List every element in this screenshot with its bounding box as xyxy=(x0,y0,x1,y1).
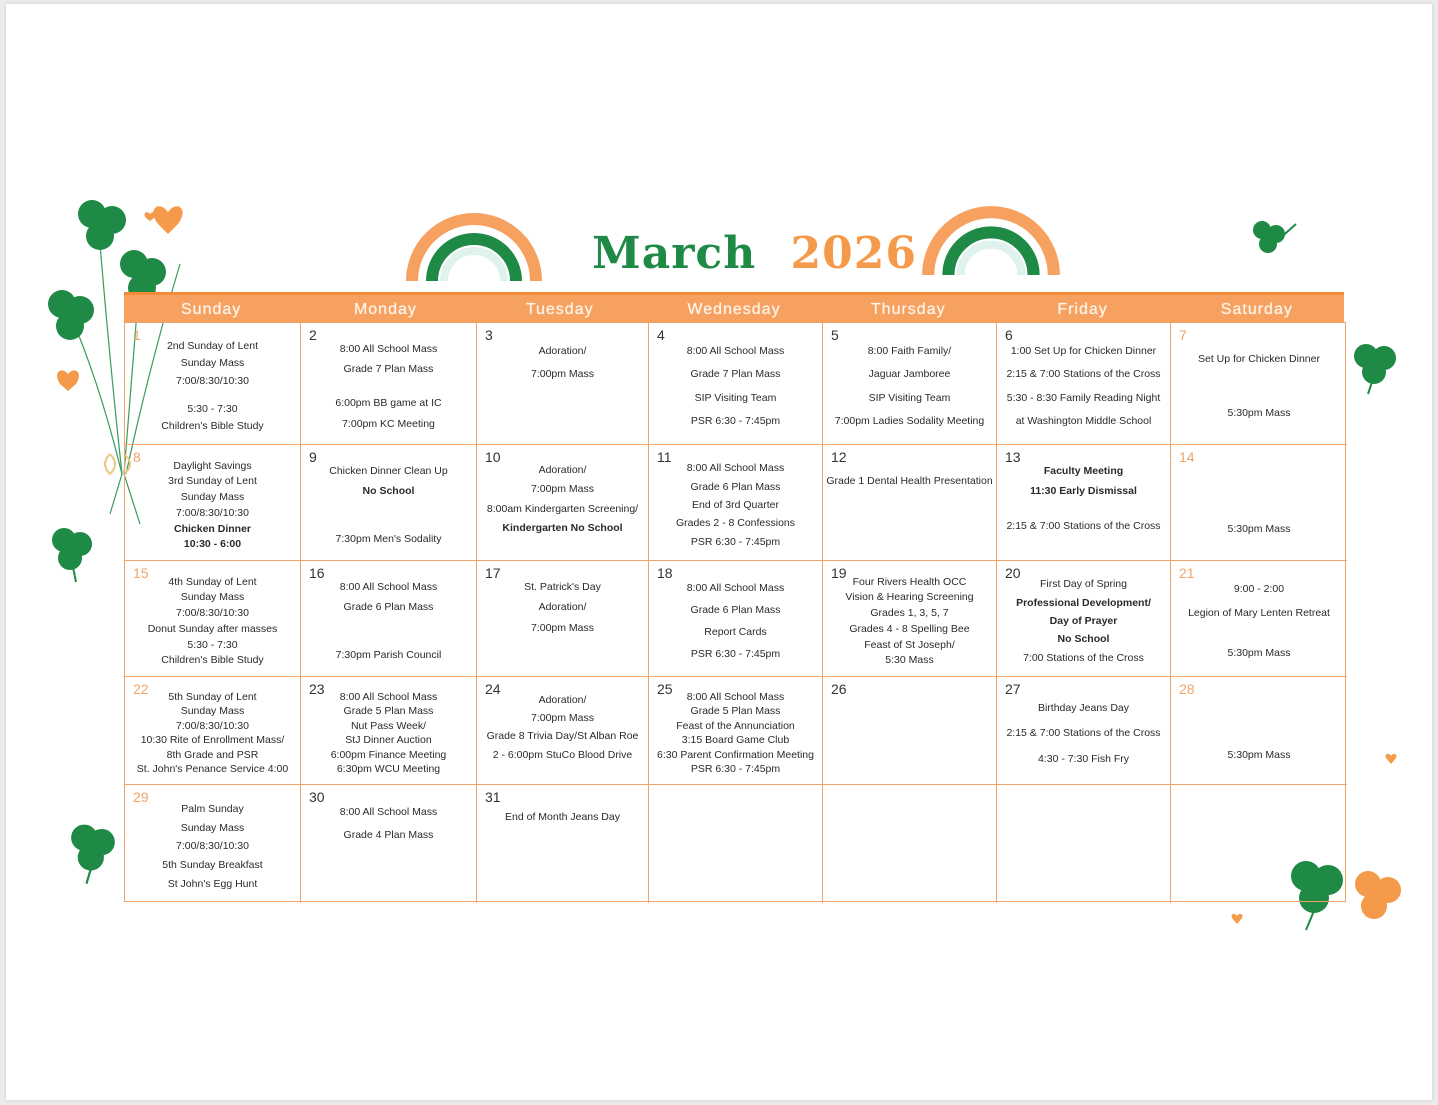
event-list xyxy=(477,785,648,903)
event-text: 5:30pm Mass xyxy=(1227,407,1291,420)
event-text: PSR 6:30 - 7:45pm xyxy=(690,648,781,660)
day-cell xyxy=(301,445,477,561)
event-text: Feast of the Annunciation xyxy=(676,719,795,732)
day-cell xyxy=(649,445,823,561)
event-text: 8:00 All School Mass xyxy=(686,462,785,475)
empty-day-cell xyxy=(649,785,823,903)
day-cell xyxy=(477,445,649,561)
event-text: 5:30 - 8:30 Family Reading Night xyxy=(1006,391,1161,404)
day-cell xyxy=(125,445,301,561)
day-number: 10 xyxy=(485,449,501,465)
event-text: Faculty Meeting xyxy=(1043,464,1124,477)
day-number: 28 xyxy=(1179,681,1195,697)
event-list xyxy=(649,677,822,784)
event-text: 8:00 All School Mass xyxy=(339,690,438,703)
day-number: 18 xyxy=(657,565,673,581)
rainbow-icon xyxy=(920,202,1062,278)
event-text: Grade 5 Plan Mass xyxy=(690,705,781,718)
event-text: Adoration/ xyxy=(538,694,587,707)
day-number: 23 xyxy=(309,681,325,697)
event-text: Grade 6 Plan Mass xyxy=(690,604,781,616)
day-number: 14 xyxy=(1179,449,1195,465)
event-text: Chicken Dinner Clean Up xyxy=(329,464,448,477)
event-list xyxy=(1171,677,1347,784)
event-text: 7:00pm KC Meeting xyxy=(342,417,435,430)
event-text: Four Rivers Health OCC xyxy=(852,575,967,588)
event-text: 1:00 Set Up for Chicken Dinner xyxy=(1010,345,1157,358)
event-text: 11:30 Early Dismissal xyxy=(1030,485,1137,498)
event-list xyxy=(477,677,648,784)
event-text: Children's Bible Study xyxy=(161,420,264,433)
event-text: Professional Development/ xyxy=(1016,596,1151,609)
event-text: 2:15 & 7:00 Stations of the Cross xyxy=(1006,519,1161,532)
event-list xyxy=(125,323,300,444)
day-number: 4 xyxy=(657,327,665,343)
event-text: First Day of Spring xyxy=(1040,578,1127,591)
day-number: 12 xyxy=(831,449,847,465)
event-text: 7:00pm Mass xyxy=(530,621,595,634)
day-number: 2 xyxy=(309,327,317,343)
event-text: PSR 6:30 - 7:45pm xyxy=(690,763,781,776)
day-cell xyxy=(997,323,1171,445)
event-text: Sunday Mass xyxy=(180,821,245,834)
day-number: 17 xyxy=(485,565,501,581)
event-text: No School xyxy=(1057,633,1110,646)
event-text: Grade 5 Plan Mass xyxy=(343,705,434,718)
event-text: 6:00pm Finance Meeting xyxy=(330,748,447,761)
day-cell xyxy=(125,561,301,677)
event-text: 5:30 - 7:30 xyxy=(187,402,238,415)
event-list xyxy=(997,323,1170,444)
event-text: 5th Sunday of Lent xyxy=(168,690,257,703)
event-text: Sunday Mass xyxy=(180,591,245,604)
event-text: Nut Pass Week/ xyxy=(350,719,427,732)
event-text: 3rd Sunday of Lent xyxy=(168,475,257,488)
event-text: 7:00pm Ladies Sodality Meeting xyxy=(834,414,985,427)
day-number: 26 xyxy=(831,681,847,697)
event-text: 8:00am Kindergarten Screening/ xyxy=(486,502,639,515)
day-cell xyxy=(301,785,477,903)
weekday-saturday: Saturday xyxy=(1220,301,1293,318)
event-text: Sunday Mass xyxy=(180,491,245,504)
event-list xyxy=(823,561,996,676)
empty-day-cell xyxy=(1171,785,1347,903)
event-text: St. Patrick's Day xyxy=(524,580,601,593)
event-text: 5:30pm Mass xyxy=(1227,646,1291,659)
event-text: 8th Grade and PSR xyxy=(166,748,259,761)
day-number: 1 xyxy=(133,327,141,343)
event-list xyxy=(125,677,300,784)
event-text: Day of Prayer xyxy=(1049,614,1118,627)
rainbow-icon xyxy=(404,209,544,284)
day-cell xyxy=(301,677,477,785)
shamrock-icon xyxy=(42,522,102,586)
event-text: 6:30pm WCU Meeting xyxy=(336,763,441,776)
day-number: 7 xyxy=(1179,327,1187,343)
event-text: 7:00pm Mass xyxy=(530,712,595,725)
calendar-page xyxy=(6,4,1432,1100)
event-text: Adoration/ xyxy=(538,601,587,614)
day-number: 21 xyxy=(1179,565,1195,581)
day-cell xyxy=(1171,677,1347,785)
event-list xyxy=(301,561,476,676)
event-text: 5:30pm Mass xyxy=(1227,749,1291,761)
event-text: 8:00 All School Mass xyxy=(686,345,785,358)
event-list xyxy=(649,561,822,676)
event-text: Adoration/ xyxy=(538,463,587,476)
day-number: 5 xyxy=(831,327,839,343)
event-text: 5:30 Mass xyxy=(885,654,934,667)
day-cell xyxy=(1171,561,1347,677)
calendar-title xyxy=(592,228,917,288)
day-cell xyxy=(649,323,823,445)
event-list xyxy=(301,785,476,903)
day-number: 25 xyxy=(657,681,673,697)
event-list xyxy=(301,445,476,560)
event-text: 5th Sunday Breakfast xyxy=(162,859,263,872)
event-text: Grades 4 - 8 Spelling Bee xyxy=(849,622,970,635)
weekday-friday: Friday xyxy=(1057,301,1108,318)
event-text: Vision & Hearing Screening xyxy=(845,591,974,604)
event-text: PSR 6:30 - 7:45pm xyxy=(690,414,781,427)
day-cell xyxy=(477,677,649,785)
day-number: 16 xyxy=(309,565,325,581)
event-text: Adoration/ xyxy=(538,344,587,357)
event-text: 7:30pm Parish Council xyxy=(335,649,442,662)
event-text: Grade 1 Dental Health Presentation xyxy=(826,475,993,487)
shamrock-icon xyxy=(1346,338,1406,398)
event-list xyxy=(823,785,996,903)
event-text: at Washington Middle School xyxy=(1015,414,1152,427)
day-number: 9 xyxy=(309,449,317,465)
day-cell xyxy=(125,785,301,903)
event-text: St John's Egg Hunt xyxy=(167,878,258,891)
day-number: 30 xyxy=(309,789,325,805)
day-cell xyxy=(125,677,301,785)
day-number: 15 xyxy=(133,565,149,581)
event-text: 8:00 All School Mass xyxy=(339,580,438,593)
calendar-grid xyxy=(124,322,1346,902)
empty-day-cell xyxy=(997,785,1171,903)
shamrock-icon xyxy=(60,818,126,888)
event-text: Jaguar Jamboree xyxy=(868,368,951,381)
event-text: Grade 7 Plan Mass xyxy=(343,363,434,375)
day-cell xyxy=(823,445,997,561)
day-cell xyxy=(823,561,997,677)
event-text: StJ Dinner Auction xyxy=(345,734,432,747)
event-text: 7:00pm Mass xyxy=(530,483,595,495)
event-text: Donut Sunday after masses xyxy=(147,622,278,635)
shamrock-icon xyxy=(1242,214,1302,270)
day-cell xyxy=(1171,445,1347,561)
event-text: Chicken Dinner xyxy=(173,522,252,535)
event-text: End of Month Jeans Day xyxy=(505,810,620,823)
year-number: 2026 xyxy=(790,228,917,279)
event-text: End of 3rd Quarter xyxy=(692,498,779,511)
event-text: Grade 8 Trivia Day/St Alban Roe xyxy=(486,730,639,743)
event-text: Kindergarten No School xyxy=(502,522,623,534)
day-cell xyxy=(477,785,649,903)
day-cell xyxy=(649,561,823,677)
event-text: 3:15 Board Game Club xyxy=(681,734,790,747)
event-text: Legion of Mary Lenten Retreat xyxy=(1188,606,1330,619)
event-text: Report Cards xyxy=(704,626,767,638)
event-text: Palm Sunday xyxy=(181,802,244,815)
day-number: 13 xyxy=(1005,449,1021,465)
event-text: Sunday Mass xyxy=(180,705,245,718)
day-number: 11 xyxy=(657,449,672,465)
event-text: 7:00/8:30/10:30 xyxy=(176,607,249,620)
event-list xyxy=(1171,323,1347,444)
event-text: 8:00 Faith Family/ xyxy=(867,345,952,358)
event-list xyxy=(997,561,1170,676)
event-list xyxy=(823,677,996,784)
event-text: 7:00 Stations of the Cross xyxy=(1023,651,1144,664)
event-list xyxy=(1171,445,1347,560)
day-cell xyxy=(477,323,649,445)
event-list xyxy=(477,445,648,560)
day-cell xyxy=(997,561,1171,677)
event-text: Grade 6 Plan Mass xyxy=(690,480,781,493)
weekday-sunday: Sunday xyxy=(181,301,242,318)
day-cell xyxy=(823,323,997,445)
day-cell xyxy=(301,561,477,677)
event-text: Daylight Savings xyxy=(173,459,252,472)
event-list xyxy=(125,561,300,676)
event-text: SIP Visiting Team xyxy=(694,391,777,404)
event-text: Grades 1, 3, 5, 7 xyxy=(870,607,949,620)
event-text: 4th Sunday of Lent xyxy=(168,575,257,588)
event-text: 8:00 All School Mass xyxy=(686,582,785,594)
event-text: SIP Visiting Team xyxy=(868,391,951,404)
event-text: 8:00 All School Mass xyxy=(339,342,438,355)
day-number: 22 xyxy=(133,681,149,697)
day-cell xyxy=(301,323,477,445)
empty-day-cell xyxy=(823,785,997,903)
event-list xyxy=(1171,561,1347,676)
heart-icon xyxy=(1230,912,1244,926)
event-text: 7:00pm Mass xyxy=(530,367,595,380)
event-text: 10:30 - 6:00 xyxy=(183,538,242,551)
event-text: Birthday Jeans Day xyxy=(1037,701,1130,714)
event-text: 9:00 - 2:00 xyxy=(1233,583,1285,596)
event-list xyxy=(477,323,648,444)
event-list xyxy=(649,323,822,444)
event-text: 5:30 - 7:30 xyxy=(187,638,238,651)
event-text: Grades 2 - 8 Confessions xyxy=(675,517,796,530)
event-text: 7:00/8:30/10:30 xyxy=(176,719,249,732)
day-number: 20 xyxy=(1005,565,1021,581)
event-text: 2:15 & 7:00 Stations of the Cross xyxy=(1006,368,1161,381)
day-cell xyxy=(649,677,823,785)
event-text: Set Up for Chicken Dinner xyxy=(1198,352,1320,365)
weekday-header xyxy=(124,292,1344,323)
event-text: No School xyxy=(362,485,415,498)
event-text: 2nd Sunday of Lent xyxy=(166,339,259,352)
event-list xyxy=(997,445,1170,560)
event-list xyxy=(649,445,822,560)
day-number: 27 xyxy=(1005,681,1021,697)
event-list xyxy=(997,677,1170,784)
event-list xyxy=(823,445,996,560)
day-number: 6 xyxy=(1005,327,1013,343)
event-text: Children's Bible Study xyxy=(161,654,264,667)
event-text: Sunday Mass xyxy=(180,357,245,370)
day-number: 31 xyxy=(485,789,501,805)
event-list xyxy=(301,677,476,784)
event-text: Grade 7 Plan Mass xyxy=(690,368,781,381)
day-cell xyxy=(997,677,1171,785)
event-text: 7:00/8:30/10:30 xyxy=(176,506,249,519)
event-list xyxy=(125,445,300,560)
event-text: 10:30 Rite of Enrollment Mass/ xyxy=(140,734,285,747)
weekday-thursday: Thursday xyxy=(870,301,946,318)
day-cell xyxy=(997,445,1171,561)
event-text: Grade 4 Plan Mass xyxy=(343,828,434,841)
weekday-wednesday: Wednesday xyxy=(687,301,781,318)
heart-icon xyxy=(1384,752,1398,766)
day-number: 3 xyxy=(485,327,493,343)
day-cell xyxy=(823,677,997,785)
weekday-monday: Monday xyxy=(353,301,417,318)
event-list xyxy=(301,323,476,444)
event-list xyxy=(823,323,996,444)
day-cell xyxy=(1171,323,1347,445)
day-cell xyxy=(477,561,649,677)
event-list xyxy=(477,561,648,676)
event-text: PSR 6:30 - 7:45pm xyxy=(690,535,781,548)
event-text: 7:00/8:30/10:30 xyxy=(176,374,249,387)
event-list xyxy=(1171,785,1347,903)
day-number: 24 xyxy=(485,681,501,697)
day-number: 8 xyxy=(133,449,141,465)
event-text: 7:30pm Men's Sodality xyxy=(335,533,442,546)
event-text: 6:30 Parent Confirmation Meeting xyxy=(656,748,814,761)
month-name: March xyxy=(592,228,757,279)
event-text: 2 - 6:00pm StuCo Blood Drive xyxy=(492,748,633,761)
event-text: 6:00pm BB game at IC xyxy=(335,397,442,409)
day-number: 29 xyxy=(133,789,149,805)
day-cell xyxy=(125,323,301,445)
event-text: Grade 6 Plan Mass xyxy=(343,601,434,614)
event-text: 8:00 All School Mass xyxy=(686,690,785,703)
event-text: Feast of St Joseph/ xyxy=(864,638,955,651)
event-text: 7:00/8:30/10:30 xyxy=(176,840,249,853)
event-list xyxy=(125,785,300,903)
event-list xyxy=(997,785,1170,903)
weekday-tuesday: Tuesday xyxy=(525,301,594,318)
event-text: 5:30pm Mass xyxy=(1227,523,1291,535)
event-text: 4:30 - 7:30 Fish Fry xyxy=(1037,752,1130,765)
event-list xyxy=(649,785,822,903)
event-text: St. John's Penance Service 4:00 xyxy=(136,763,289,776)
day-number: 19 xyxy=(831,565,847,581)
event-text: 8:00 All School Mass xyxy=(339,806,438,819)
event-text: 2:15 & 7:00 Stations of the Cross xyxy=(1006,727,1161,739)
